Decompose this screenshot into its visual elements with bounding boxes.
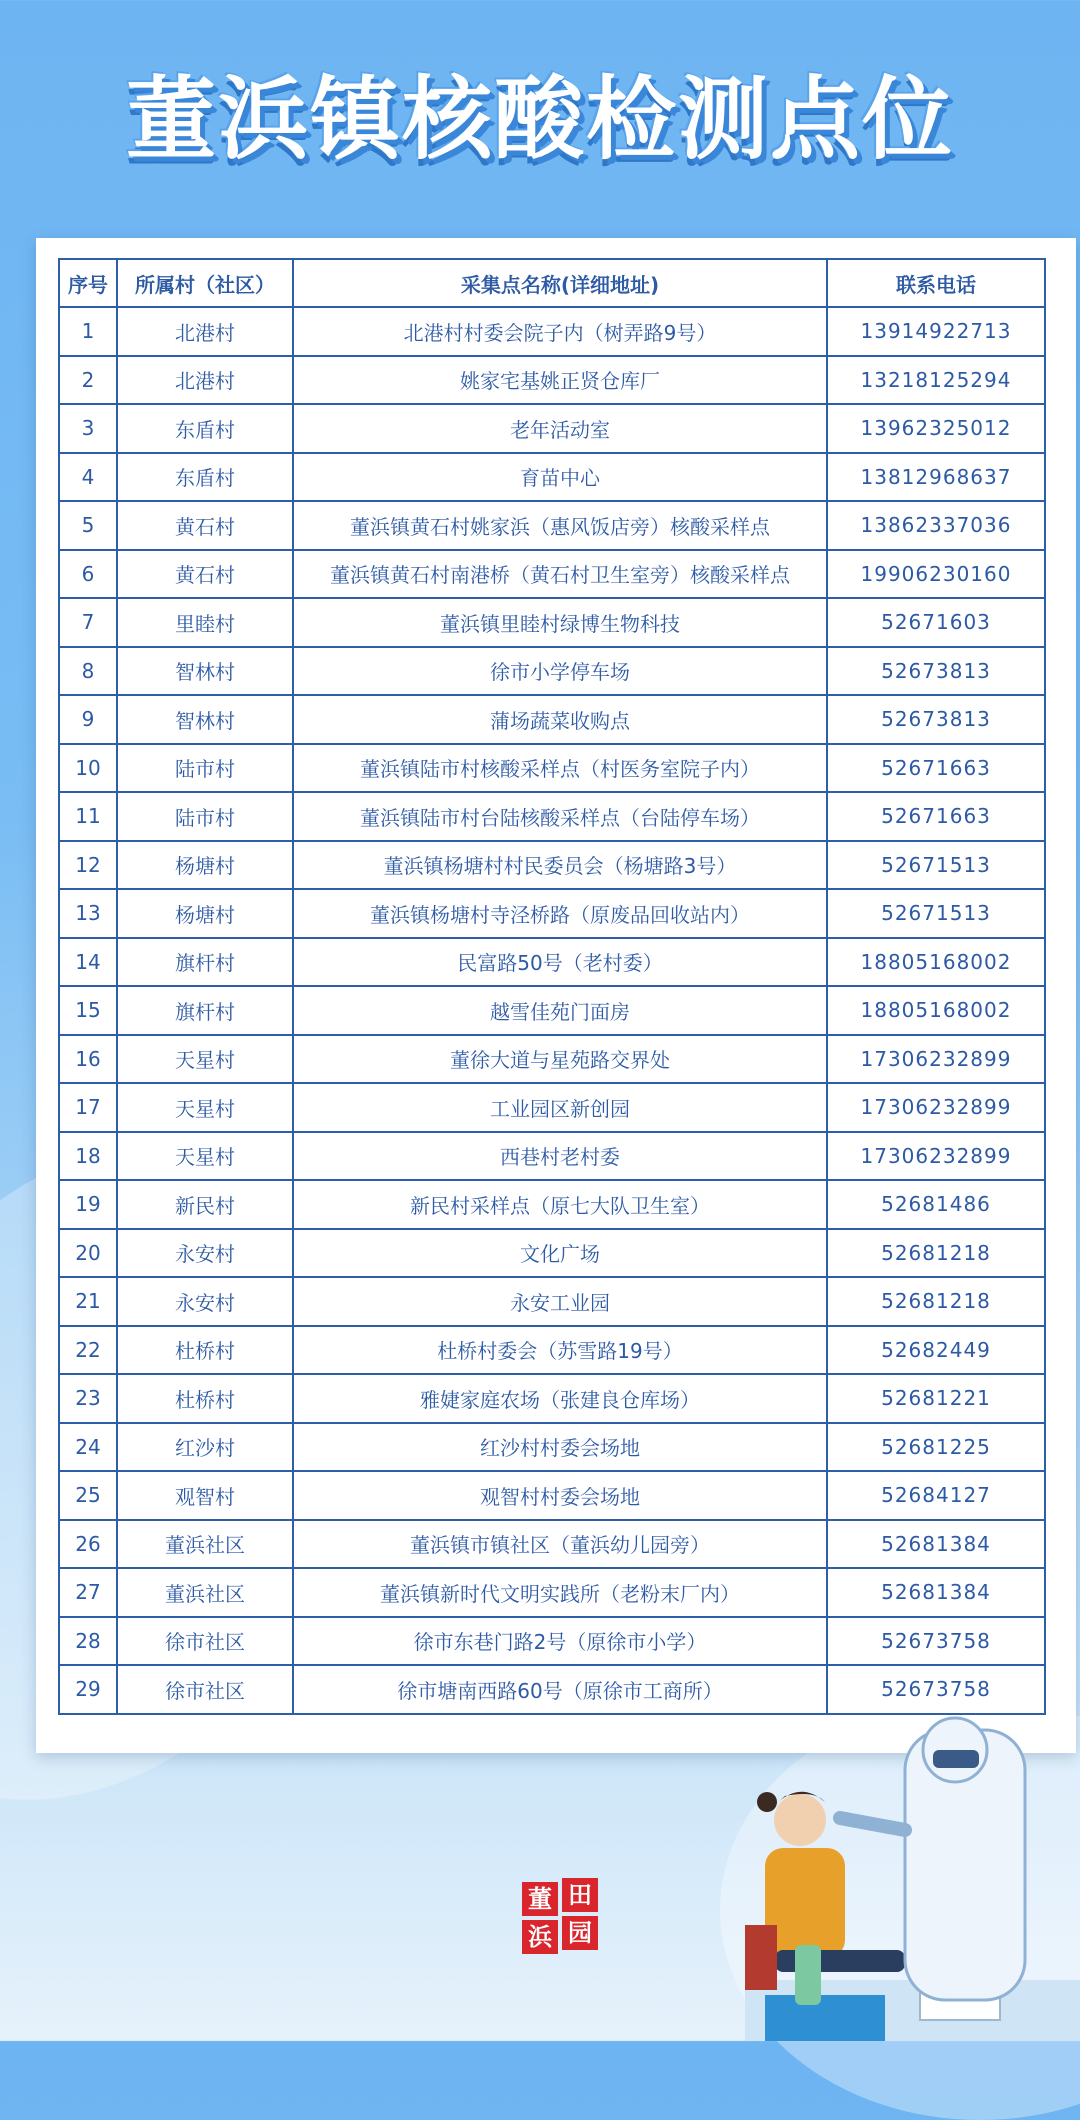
row-index: 22 [59, 1326, 117, 1375]
row-site-name: 董徐大道与星苑路交界处 [293, 1035, 827, 1084]
row-village: 杨塘村 [117, 889, 293, 938]
table-row [59, 1520, 1045, 1569]
row-index: 6 [59, 550, 117, 599]
row-village: 旗杆村 [117, 938, 293, 987]
row-index: 27 [59, 1568, 117, 1617]
row-phone: 18805168002 [827, 986, 1045, 1035]
table-row [59, 1423, 1045, 1472]
row-village: 黄石村 [117, 501, 293, 550]
row-phone: 13812968637 [827, 453, 1045, 502]
logo-char: 田 [562, 1878, 598, 1912]
row-site-name: 蒲场蔬菜收购点 [293, 695, 827, 744]
row-index: 3 [59, 404, 117, 453]
row-village: 旗杆村 [117, 986, 293, 1035]
row-phone: 13962325012 [827, 404, 1045, 453]
row-index: 8 [59, 647, 117, 696]
row-site-name: 董浜镇新时代文明实践所（老粉末厂内） [293, 1568, 827, 1617]
row-index: 25 [59, 1471, 117, 1520]
row-phone: 17306232899 [827, 1035, 1045, 1084]
row-index: 23 [59, 1374, 117, 1423]
row-site-name: 董浜镇黄石村姚家浜（惠风饭店旁）核酸采样点 [293, 501, 827, 550]
row-phone: 19906230160 [827, 550, 1045, 599]
row-site-name: 董浜镇陆市村台陆核酸采样点（台陆停车场） [293, 792, 827, 841]
row-village: 新民村 [117, 1180, 293, 1229]
row-village: 杜桥村 [117, 1374, 293, 1423]
table-row [59, 1374, 1045, 1423]
table-row [59, 550, 1045, 599]
row-phone: 52673758 [827, 1617, 1045, 1666]
table-row [59, 1326, 1045, 1375]
header-site-name: 采集点名称(详细地址) [293, 259, 827, 307]
table-row [59, 1180, 1045, 1229]
table-row [59, 889, 1045, 938]
row-village: 里睦村 [117, 598, 293, 647]
row-village: 徐市社区 [117, 1665, 293, 1714]
row-village: 杜桥村 [117, 1326, 293, 1375]
row-index: 29 [59, 1665, 117, 1714]
table-row [59, 356, 1045, 405]
row-village: 东盾村 [117, 453, 293, 502]
row-village: 永安村 [117, 1229, 293, 1278]
row-village: 天星村 [117, 1083, 293, 1132]
row-index: 12 [59, 841, 117, 890]
row-village: 杨塘村 [117, 841, 293, 890]
row-site-name: 西巷村老村委 [293, 1132, 827, 1181]
row-phone: 52673758 [827, 1665, 1045, 1714]
row-phone: 52671603 [827, 598, 1045, 647]
table-row [59, 1617, 1045, 1666]
row-site-name: 董浜镇陆市村核酸采样点（村医务室院子内） [293, 744, 827, 793]
table-row [59, 744, 1045, 793]
row-village: 陆市村 [117, 744, 293, 793]
row-index: 13 [59, 889, 117, 938]
row-site-name: 董浜镇杨塘村村民委员会（杨塘路3号） [293, 841, 827, 890]
row-phone: 18805168002 [827, 938, 1045, 987]
page-title: 董浜镇核酸检测点位 [126, 67, 954, 172]
row-village: 永安村 [117, 1277, 293, 1326]
row-site-name: 雅婕家庭农场（张建良仓库场） [293, 1374, 827, 1423]
row-phone: 52681225 [827, 1423, 1045, 1472]
row-phone: 52684127 [827, 1471, 1045, 1520]
row-index: 24 [59, 1423, 117, 1472]
row-phone: 52671663 [827, 792, 1045, 841]
row-phone: 52671663 [827, 744, 1045, 793]
row-village: 智林村 [117, 647, 293, 696]
row-index: 21 [59, 1277, 117, 1326]
row-index: 19 [59, 1180, 117, 1229]
row-site-name: 徐市小学停车场 [293, 647, 827, 696]
table-row [59, 1132, 1045, 1181]
row-index: 28 [59, 1617, 117, 1666]
row-phone: 17306232899 [827, 1132, 1045, 1181]
row-index: 5 [59, 501, 117, 550]
logo-char: 董 [522, 1882, 558, 1916]
table-row [59, 1035, 1045, 1084]
row-village: 红沙村 [117, 1423, 293, 1472]
row-site-name: 徐市塘南西路60号（原徐市工商所） [293, 1665, 827, 1714]
table-row [59, 307, 1045, 356]
row-phone: 52681218 [827, 1229, 1045, 1278]
row-phone: 52682449 [827, 1326, 1045, 1375]
row-index: 16 [59, 1035, 117, 1084]
row-phone: 52681486 [827, 1180, 1045, 1229]
row-index: 4 [59, 453, 117, 502]
row-phone: 52681221 [827, 1374, 1045, 1423]
row-site-name: 董浜镇市镇社区（董浜幼儿园旁） [293, 1520, 827, 1569]
row-village: 天星村 [117, 1132, 293, 1181]
row-site-name: 董浜镇黄石村南港桥（黄石村卫生室旁）核酸采样点 [293, 550, 827, 599]
table-row [59, 501, 1045, 550]
table-row [59, 1229, 1045, 1278]
row-index: 18 [59, 1132, 117, 1181]
row-phone: 13218125294 [827, 356, 1045, 405]
row-index: 14 [59, 938, 117, 987]
table-row [59, 841, 1045, 890]
table-row [59, 695, 1045, 744]
row-index: 15 [59, 986, 117, 1035]
table-card [36, 238, 1076, 1753]
testing-sites-table [58, 258, 1046, 1715]
row-village: 北港村 [117, 307, 293, 356]
table-row [59, 1277, 1045, 1326]
table-row [59, 986, 1045, 1035]
row-index: 9 [59, 695, 117, 744]
row-village: 观智村 [117, 1471, 293, 1520]
row-site-name: 老年活动室 [293, 404, 827, 453]
row-site-name: 育苗中心 [293, 453, 827, 502]
header-index: 序号 [59, 259, 117, 307]
logo-char: 浜 [522, 1920, 558, 1954]
row-phone: 13862337036 [827, 501, 1045, 550]
row-index: 7 [59, 598, 117, 647]
row-site-name: 观智村村委会场地 [293, 1471, 827, 1520]
row-phone: 13914922713 [827, 307, 1045, 356]
row-site-name: 永安工业园 [293, 1277, 827, 1326]
row-index: 20 [59, 1229, 117, 1278]
row-phone: 52681384 [827, 1520, 1045, 1569]
row-site-name: 新民村采样点（原七大队卫生室） [293, 1180, 827, 1229]
row-site-name: 北港村村委会院子内（树弄路9号） [293, 307, 827, 356]
header-village: 所属村（社区） [117, 259, 293, 307]
nucleic-acid-test-illustration [745, 1710, 1080, 2041]
table-row [59, 1083, 1045, 1132]
row-village: 智林村 [117, 695, 293, 744]
row-site-name: 工业园区新创园 [293, 1083, 827, 1132]
row-index: 26 [59, 1520, 117, 1569]
row-phone: 52671513 [827, 889, 1045, 938]
table-row [59, 1471, 1045, 1520]
row-site-name: 民富路50号（老村委） [293, 938, 827, 987]
row-village: 徐市社区 [117, 1617, 293, 1666]
row-phone: 52671513 [827, 841, 1045, 890]
row-phone: 52681218 [827, 1277, 1045, 1326]
row-phone: 52681384 [827, 1568, 1045, 1617]
header-phone: 联系电话 [827, 259, 1045, 307]
table-row [59, 647, 1045, 696]
row-village: 陆市村 [117, 792, 293, 841]
table-row [59, 1665, 1045, 1714]
row-site-name: 杜桥村委会（苏雪路19号） [293, 1326, 827, 1375]
row-site-name: 姚家宅基姚正贤仓库厂 [293, 356, 827, 405]
row-index: 11 [59, 792, 117, 841]
row-village: 东盾村 [117, 404, 293, 453]
row-phone: 52673813 [827, 695, 1045, 744]
table-row [59, 404, 1045, 453]
row-phone: 17306232899 [827, 1083, 1045, 1132]
dongbang-tianyuan-logo [522, 1878, 600, 1954]
row-site-name: 徐市东巷门路2号（原徐市小学） [293, 1617, 827, 1666]
row-village: 黄石村 [117, 550, 293, 599]
table-row [59, 792, 1045, 841]
row-site-name: 董浜镇杨塘村寺泾桥路（原废品回收站内） [293, 889, 827, 938]
row-index: 10 [59, 744, 117, 793]
row-index: 1 [59, 307, 117, 356]
row-index: 17 [59, 1083, 117, 1132]
table-header-row [59, 259, 1045, 307]
row-village: 天星村 [117, 1035, 293, 1084]
row-phone: 52673813 [827, 647, 1045, 696]
row-site-name: 文化广场 [293, 1229, 827, 1278]
table-row [59, 1568, 1045, 1617]
row-village: 北港村 [117, 356, 293, 405]
logo-char: 园 [562, 1916, 598, 1950]
row-site-name: 越雪佳苑门面房 [293, 986, 827, 1035]
row-index: 2 [59, 356, 117, 405]
row-village: 董浜社区 [117, 1520, 293, 1569]
row-village: 董浜社区 [117, 1568, 293, 1617]
row-site-name: 董浜镇里睦村绿博生物科技 [293, 598, 827, 647]
table-row [59, 598, 1045, 647]
table-body [59, 307, 1045, 1714]
row-site-name: 红沙村村委会场地 [293, 1423, 827, 1472]
table-row [59, 938, 1045, 987]
table-row [59, 453, 1045, 502]
